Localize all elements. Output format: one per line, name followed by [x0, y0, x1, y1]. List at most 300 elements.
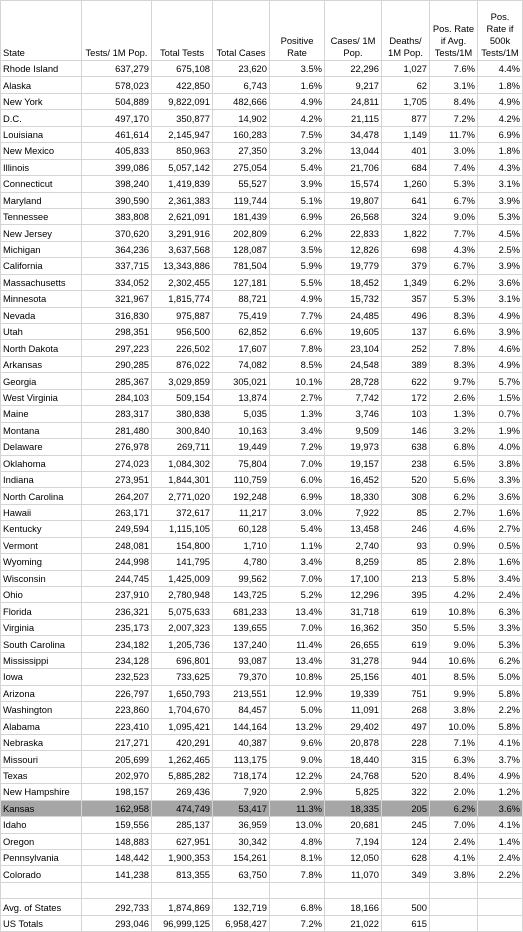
cell-positive-rate[interactable]: 7.2% [270, 915, 325, 931]
cell-cases-per-1m[interactable]: 25,156 [325, 669, 382, 685]
cell-deaths-per-1m[interactable]: 619 [382, 636, 430, 652]
cell-state[interactable]: Michigan [1, 241, 82, 257]
cell-state[interactable]: Iowa [1, 669, 82, 685]
cell-pos-rate-avg-tests[interactable]: 4.6% [430, 521, 478, 537]
cell-tests-per-1m[interactable]: 276,978 [82, 439, 152, 455]
cell-state[interactable]: Delaware [1, 439, 82, 455]
cell-tests-per-1m[interactable]: 405,833 [82, 143, 152, 159]
cell-deaths-per-1m[interactable]: 315 [382, 751, 430, 767]
cell-state[interactable]: Mississippi [1, 652, 82, 668]
cell-state[interactable]: Oklahoma [1, 455, 82, 471]
cell-pos-rate-avg-tests[interactable]: 6.2% [430, 274, 478, 290]
cell-pos-rate-avg-tests[interactable]: 3.8% [430, 702, 478, 718]
cell-total-tests[interactable]: 1,815,774 [152, 291, 213, 307]
cell-state[interactable]: Kentucky [1, 521, 82, 537]
cell-cases-per-1m[interactable]: 13,044 [325, 143, 382, 159]
cell-pos-rate-500k-tests[interactable]: 4.5% [478, 225, 523, 241]
cell-deaths-per-1m[interactable]: 85 [382, 504, 430, 520]
cell-total-tests[interactable]: 372,617 [152, 504, 213, 520]
cell-positive-rate[interactable]: 13.4% [270, 652, 325, 668]
cell-total-cases[interactable]: 11,217 [213, 504, 270, 520]
cell-deaths-per-1m[interactable]: 349 [382, 866, 430, 882]
cell-pos-rate-avg-tests[interactable]: 6.7% [430, 258, 478, 274]
cell-deaths-per-1m[interactable]: 395 [382, 587, 430, 603]
cell-state[interactable]: North Dakota [1, 340, 82, 356]
cell-total-tests[interactable]: 3,029,859 [152, 373, 213, 389]
cell-state[interactable]: California [1, 258, 82, 274]
cell-pos-rate-500k-tests[interactable]: 1.4% [478, 833, 523, 849]
cell-pos-rate-500k-tests[interactable]: 4.1% [478, 817, 523, 833]
cell-total-tests[interactable]: 733,625 [152, 669, 213, 685]
cell-total-tests[interactable]: 141,795 [152, 554, 213, 570]
cell-total-cases[interactable]: 1,710 [213, 537, 270, 553]
cell-positive-rate[interactable]: 3.5% [270, 61, 325, 77]
cell-cases-per-1m[interactable]: 21,706 [325, 159, 382, 175]
cell-deaths-per-1m[interactable]: 246 [382, 521, 430, 537]
cell-total-tests[interactable]: 420,291 [152, 734, 213, 750]
cell-pos-rate-avg-tests[interactable]: 2.4% [430, 833, 478, 849]
cell-state[interactable]: Virginia [1, 619, 82, 635]
cell-deaths-per-1m[interactable]: 520 [382, 471, 430, 487]
cell-total-tests[interactable]: 350,877 [152, 110, 213, 126]
cell-pos-rate-avg-tests[interactable]: 0.9% [430, 537, 478, 553]
cell-pos-rate-500k-tests[interactable] [478, 899, 523, 915]
cell-tests-per-1m[interactable]: 370,620 [82, 225, 152, 241]
cell-positive-rate[interactable]: 5.2% [270, 587, 325, 603]
cell-pos-rate-avg-tests[interactable]: 10.8% [430, 603, 478, 619]
cell-total-cases[interactable]: 7,920 [213, 784, 270, 800]
cell-total-cases[interactable]: 63,750 [213, 866, 270, 882]
cell-deaths-per-1m[interactable]: 628 [382, 850, 430, 866]
cell-cases-per-1m[interactable]: 24,485 [325, 307, 382, 323]
cell-tests-per-1m[interactable]: 637,279 [82, 61, 152, 77]
cell-cases-per-1m[interactable]: 19,605 [325, 324, 382, 340]
cell-deaths-per-1m[interactable]: 641 [382, 192, 430, 208]
cell-state[interactable]: Arkansas [1, 356, 82, 372]
cell-pos-rate-avg-tests[interactable]: 8.5% [430, 669, 478, 685]
cell-positive-rate[interactable]: 5.5% [270, 274, 325, 290]
cell-state[interactable]: Georgia [1, 373, 82, 389]
cell-total-tests[interactable]: 474,749 [152, 800, 213, 816]
cell-cases-per-1m[interactable]: 24,548 [325, 356, 382, 372]
header-state[interactable]: State [1, 1, 82, 61]
cell-pos-rate-500k-tests[interactable]: 2.5% [478, 241, 523, 257]
cell-total-tests[interactable]: 5,885,282 [152, 767, 213, 783]
cell-total-cases[interactable]: 99,562 [213, 570, 270, 586]
cell-pos-rate-avg-tests[interactable]: 2.7% [430, 504, 478, 520]
cell-total-cases[interactable]: 60,128 [213, 521, 270, 537]
cell-total-tests[interactable]: 876,022 [152, 356, 213, 372]
cell-cases-per-1m[interactable]: 31,718 [325, 603, 382, 619]
cell-positive-rate[interactable]: 13.4% [270, 603, 325, 619]
header-total-cases[interactable]: Total Cases [213, 1, 270, 61]
cell-state[interactable]: Oregon [1, 833, 82, 849]
cell-pos-rate-500k-tests[interactable]: 6.9% [478, 126, 523, 142]
cell-positive-rate[interactable]: 7.5% [270, 126, 325, 142]
cell-cases-per-1m[interactable]: 21,022 [325, 915, 382, 931]
cell-tests-per-1m[interactable]: 281,480 [82, 422, 152, 438]
cell-pos-rate-500k-tests[interactable]: 4.3% [478, 159, 523, 175]
cell-deaths-per-1m[interactable]: 389 [382, 356, 430, 372]
cell-pos-rate-500k-tests[interactable]: 1.8% [478, 143, 523, 159]
cell-total-cases[interactable]: 14,902 [213, 110, 270, 126]
cell-pos-rate-500k-tests[interactable]: 1.6% [478, 554, 523, 570]
cell-total-cases[interactable]: 19,449 [213, 439, 270, 455]
cell-cases-per-1m[interactable]: 18,440 [325, 751, 382, 767]
cell-state[interactable]: Hawaii [1, 504, 82, 520]
cell-state[interactable]: Kansas [1, 800, 82, 816]
cell-pos-rate-500k-tests[interactable]: 2.4% [478, 850, 523, 866]
cell-total-cases[interactable]: 137,240 [213, 636, 270, 652]
cell-positive-rate[interactable]: 10.8% [270, 669, 325, 685]
cell-positive-rate[interactable]: 5.9% [270, 258, 325, 274]
cell-tests-per-1m[interactable]: 263,171 [82, 504, 152, 520]
cell-deaths-per-1m[interactable]: 615 [382, 915, 430, 931]
cell-deaths-per-1m[interactable]: 324 [382, 208, 430, 224]
cell-total-tests[interactable]: 696,801 [152, 652, 213, 668]
cell-state[interactable]: Illinois [1, 159, 82, 175]
cell-total-tests[interactable]: 9,822,091 [152, 93, 213, 109]
cell-state[interactable]: Florida [1, 603, 82, 619]
cell-pos-rate-500k-tests[interactable]: 3.1% [478, 291, 523, 307]
cell-positive-rate[interactable]: 6.2% [270, 225, 325, 241]
cell-pos-rate-avg-tests[interactable]: 8.3% [430, 356, 478, 372]
cell-total-tests[interactable]: 1,115,105 [152, 521, 213, 537]
cell-state[interactable]: West Virginia [1, 389, 82, 405]
cell-state[interactable]: Alabama [1, 718, 82, 734]
cell-positive-rate[interactable]: 2.7% [270, 389, 325, 405]
cell-positive-rate[interactable]: 7.0% [270, 455, 325, 471]
cell-total-tests[interactable]: 269,711 [152, 439, 213, 455]
cell-state[interactable]: Utah [1, 324, 82, 340]
cell-positive-rate[interactable]: 7.0% [270, 570, 325, 586]
cell-pos-rate-avg-tests[interactable]: 10.6% [430, 652, 478, 668]
cell-pos-rate-avg-tests[interactable]: 7.8% [430, 340, 478, 356]
cell-tests-per-1m[interactable]: 321,967 [82, 291, 152, 307]
cell-deaths-per-1m[interactable]: 228 [382, 734, 430, 750]
cell-cases-per-1m[interactable]: 24,768 [325, 767, 382, 783]
empty-cell[interactable] [82, 882, 152, 898]
cell-deaths-per-1m[interactable]: 1,822 [382, 225, 430, 241]
cell-total-tests[interactable]: 2,302,455 [152, 274, 213, 290]
cell-state[interactable]: Texas [1, 767, 82, 783]
cell-cases-per-1m[interactable]: 26,568 [325, 208, 382, 224]
cell-cases-per-1m[interactable]: 16,362 [325, 619, 382, 635]
cell-positive-rate[interactable]: 1.1% [270, 537, 325, 553]
cell-total-cases[interactable]: 132,719 [213, 899, 270, 915]
cell-pos-rate-avg-tests[interactable]: 9.0% [430, 636, 478, 652]
cell-cases-per-1m[interactable]: 15,732 [325, 291, 382, 307]
cell-positive-rate[interactable]: 5.4% [270, 159, 325, 175]
cell-total-tests[interactable]: 5,057,142 [152, 159, 213, 175]
cell-tests-per-1m[interactable]: 217,271 [82, 734, 152, 750]
cell-total-cases[interactable]: 88,721 [213, 291, 270, 307]
cell-tests-per-1m[interactable]: 337,715 [82, 258, 152, 274]
cell-total-cases[interactable]: 482,666 [213, 93, 270, 109]
cell-pos-rate-avg-tests[interactable]: 6.5% [430, 455, 478, 471]
cell-cases-per-1m[interactable]: 9,217 [325, 77, 382, 93]
cell-state[interactable]: Wisconsin [1, 570, 82, 586]
cell-deaths-per-1m[interactable]: 213 [382, 570, 430, 586]
cell-total-tests[interactable]: 226,502 [152, 340, 213, 356]
cell-positive-rate[interactable]: 1.3% [270, 406, 325, 422]
cell-total-tests[interactable]: 422,850 [152, 77, 213, 93]
cell-tests-per-1m[interactable]: 274,023 [82, 455, 152, 471]
header-tests-per-1m[interactable]: Tests/ 1M Pop. [82, 1, 152, 61]
cell-state[interactable]: New Mexico [1, 143, 82, 159]
cell-state[interactable]: Avg. of States [1, 899, 82, 915]
cell-total-tests[interactable]: 285,137 [152, 817, 213, 833]
empty-cell[interactable] [213, 882, 270, 898]
cell-total-cases[interactable]: 154,261 [213, 850, 270, 866]
cell-tests-per-1m[interactable]: 232,523 [82, 669, 152, 685]
cell-pos-rate-avg-tests[interactable]: 7.2% [430, 110, 478, 126]
cell-total-cases[interactable]: 13,874 [213, 389, 270, 405]
cell-total-cases[interactable]: 17,607 [213, 340, 270, 356]
cell-pos-rate-avg-tests[interactable] [430, 899, 478, 915]
cell-pos-rate-avg-tests[interactable]: 4.3% [430, 241, 478, 257]
cell-total-tests[interactable]: 1,262,465 [152, 751, 213, 767]
cell-deaths-per-1m[interactable]: 619 [382, 603, 430, 619]
cell-tests-per-1m[interactable]: 223,410 [82, 718, 152, 734]
cell-pos-rate-avg-tests[interactable]: 6.3% [430, 751, 478, 767]
cell-deaths-per-1m[interactable]: 500 [382, 899, 430, 915]
cell-positive-rate[interactable]: 4.9% [270, 93, 325, 109]
empty-cell[interactable] [270, 882, 325, 898]
cell-pos-rate-500k-tests[interactable]: 0.5% [478, 537, 523, 553]
cell-pos-rate-500k-tests[interactable]: 5.8% [478, 685, 523, 701]
cell-total-cases[interactable]: 79,370 [213, 669, 270, 685]
header-deaths-per-1m[interactable]: Deaths/ 1M Pop. [382, 1, 430, 61]
cell-state[interactable]: D.C. [1, 110, 82, 126]
cell-tests-per-1m[interactable]: 235,173 [82, 619, 152, 635]
cell-deaths-per-1m[interactable]: 684 [382, 159, 430, 175]
cell-total-cases[interactable]: 681,233 [213, 603, 270, 619]
cell-deaths-per-1m[interactable]: 62 [382, 77, 430, 93]
cell-tests-per-1m[interactable]: 298,351 [82, 324, 152, 340]
empty-cell[interactable] [382, 882, 430, 898]
cell-pos-rate-500k-tests[interactable]: 2.4% [478, 587, 523, 603]
cell-tests-per-1m[interactable]: 234,182 [82, 636, 152, 652]
cell-pos-rate-avg-tests[interactable]: 7.1% [430, 734, 478, 750]
cell-total-cases[interactable]: 110,759 [213, 471, 270, 487]
cell-cases-per-1m[interactable]: 16,452 [325, 471, 382, 487]
cell-total-tests[interactable]: 269,436 [152, 784, 213, 800]
cell-state[interactable]: Wyoming [1, 554, 82, 570]
cell-total-tests[interactable]: 1,419,839 [152, 176, 213, 192]
cell-deaths-per-1m[interactable]: 357 [382, 291, 430, 307]
cell-pos-rate-500k-tests[interactable]: 0.7% [478, 406, 523, 422]
cell-deaths-per-1m[interactable]: 172 [382, 389, 430, 405]
cell-state[interactable]: Pennsylvania [1, 850, 82, 866]
cell-total-tests[interactable]: 2,361,383 [152, 192, 213, 208]
cell-positive-rate[interactable]: 4.8% [270, 833, 325, 849]
cell-pos-rate-500k-tests[interactable]: 3.3% [478, 619, 523, 635]
cell-positive-rate[interactable]: 7.8% [270, 866, 325, 882]
cell-tests-per-1m[interactable]: 504,889 [82, 93, 152, 109]
cell-cases-per-1m[interactable]: 18,452 [325, 274, 382, 290]
cell-positive-rate[interactable]: 12.9% [270, 685, 325, 701]
cell-state[interactable]: New Hampshire [1, 784, 82, 800]
cell-pos-rate-500k-tests[interactable]: 4.9% [478, 356, 523, 372]
cell-state[interactable]: Nebraska [1, 734, 82, 750]
cell-deaths-per-1m[interactable]: 1,349 [382, 274, 430, 290]
cell-total-tests[interactable]: 627,951 [152, 833, 213, 849]
cell-state[interactable]: Indiana [1, 471, 82, 487]
cell-total-cases[interactable]: 4,780 [213, 554, 270, 570]
cell-cases-per-1m[interactable]: 19,339 [325, 685, 382, 701]
cell-tests-per-1m[interactable]: 364,236 [82, 241, 152, 257]
cell-state[interactable]: Massachusetts [1, 274, 82, 290]
cell-pos-rate-avg-tests[interactable]: 6.7% [430, 192, 478, 208]
empty-cell[interactable] [430, 882, 478, 898]
cell-deaths-per-1m[interactable]: 146 [382, 422, 430, 438]
cell-deaths-per-1m[interactable]: 350 [382, 619, 430, 635]
cell-total-tests[interactable]: 975,887 [152, 307, 213, 323]
cell-cases-per-1m[interactable]: 12,296 [325, 587, 382, 603]
cell-total-tests[interactable]: 13,343,886 [152, 258, 213, 274]
cell-cases-per-1m[interactable]: 5,825 [325, 784, 382, 800]
cell-total-tests[interactable]: 2,771,020 [152, 488, 213, 504]
cell-pos-rate-avg-tests[interactable]: 8.4% [430, 767, 478, 783]
cell-positive-rate[interactable]: 5.0% [270, 702, 325, 718]
cell-pos-rate-avg-tests[interactable]: 6.2% [430, 488, 478, 504]
cell-cases-per-1m[interactable]: 11,070 [325, 866, 382, 882]
cell-pos-rate-500k-tests[interactable]: 3.9% [478, 324, 523, 340]
cell-state[interactable]: Washington [1, 702, 82, 718]
cell-pos-rate-avg-tests[interactable]: 8.4% [430, 93, 478, 109]
cell-pos-rate-500k-tests[interactable]: 4.9% [478, 307, 523, 323]
cell-positive-rate[interactable]: 3.5% [270, 241, 325, 257]
cell-tests-per-1m[interactable]: 223,860 [82, 702, 152, 718]
cell-pos-rate-avg-tests[interactable]: 5.8% [430, 570, 478, 586]
cell-cases-per-1m[interactable]: 7,922 [325, 504, 382, 520]
cell-positive-rate[interactable]: 9.6% [270, 734, 325, 750]
cell-deaths-per-1m[interactable]: 238 [382, 455, 430, 471]
cell-tests-per-1m[interactable]: 244,745 [82, 570, 152, 586]
cell-total-cases[interactable]: 6,743 [213, 77, 270, 93]
cell-deaths-per-1m[interactable]: 1,705 [382, 93, 430, 109]
header-pos-rate-500k-tests[interactable]: Pos. Rate if 500k Tests/1M [478, 1, 523, 61]
cell-pos-rate-500k-tests[interactable]: 5.3% [478, 208, 523, 224]
cell-pos-rate-avg-tests[interactable]: 4.2% [430, 587, 478, 603]
cell-positive-rate[interactable]: 6.8% [270, 899, 325, 915]
cell-deaths-per-1m[interactable]: 252 [382, 340, 430, 356]
cell-pos-rate-avg-tests[interactable]: 7.4% [430, 159, 478, 175]
cell-tests-per-1m[interactable]: 248,081 [82, 537, 152, 553]
cell-state[interactable]: Ohio [1, 587, 82, 603]
cell-pos-rate-500k-tests[interactable]: 2.2% [478, 702, 523, 718]
cell-cases-per-1m[interactable]: 19,779 [325, 258, 382, 274]
cell-cases-per-1m[interactable]: 19,157 [325, 455, 382, 471]
cell-total-tests[interactable]: 154,800 [152, 537, 213, 553]
cell-pos-rate-500k-tests[interactable]: 5.0% [478, 669, 523, 685]
cell-state[interactable]: Rhode Island [1, 61, 82, 77]
cell-tests-per-1m[interactable]: 148,883 [82, 833, 152, 849]
cell-cases-per-1m[interactable]: 8,259 [325, 554, 382, 570]
cell-positive-rate[interactable]: 3.4% [270, 422, 325, 438]
cell-total-tests[interactable]: 3,637,568 [152, 241, 213, 257]
cell-tests-per-1m[interactable]: 162,958 [82, 800, 152, 816]
cell-total-cases[interactable]: 5,035 [213, 406, 270, 422]
cell-total-tests[interactable]: 1,874,869 [152, 899, 213, 915]
cell-total-tests[interactable]: 1,900,353 [152, 850, 213, 866]
cell-pos-rate-avg-tests[interactable]: 4.1% [430, 850, 478, 866]
cell-pos-rate-avg-tests[interactable]: 2.0% [430, 784, 478, 800]
cell-tests-per-1m[interactable]: 202,970 [82, 767, 152, 783]
cell-total-cases[interactable]: 127,181 [213, 274, 270, 290]
cell-positive-rate[interactable]: 4.9% [270, 291, 325, 307]
cell-total-cases[interactable]: 718,174 [213, 767, 270, 783]
cell-cases-per-1m[interactable]: 2,740 [325, 537, 382, 553]
cell-tests-per-1m[interactable]: 141,238 [82, 866, 152, 882]
cell-pos-rate-avg-tests[interactable]: 9.7% [430, 373, 478, 389]
cell-positive-rate[interactable]: 3.4% [270, 554, 325, 570]
cell-deaths-per-1m[interactable]: 944 [382, 652, 430, 668]
cell-total-tests[interactable]: 2,621,091 [152, 208, 213, 224]
cell-positive-rate[interactable]: 13.0% [270, 817, 325, 833]
header-pos-rate-avg-tests[interactable]: Pos. Rate if Avg. Tests/1M [430, 1, 478, 61]
cell-tests-per-1m[interactable]: 285,367 [82, 373, 152, 389]
cell-state[interactable]: Missouri [1, 751, 82, 767]
cell-cases-per-1m[interactable]: 23,104 [325, 340, 382, 356]
cell-deaths-per-1m[interactable]: 1,260 [382, 176, 430, 192]
cell-cases-per-1m[interactable]: 29,402 [325, 718, 382, 734]
cell-tests-per-1m[interactable]: 264,207 [82, 488, 152, 504]
cell-pos-rate-500k-tests[interactable]: 4.1% [478, 734, 523, 750]
cell-total-cases[interactable]: 160,283 [213, 126, 270, 142]
cell-pos-rate-avg-tests[interactable]: 9.0% [430, 208, 478, 224]
cell-deaths-per-1m[interactable]: 268 [382, 702, 430, 718]
cell-pos-rate-500k-tests[interactable] [478, 915, 523, 931]
cell-pos-rate-avg-tests[interactable]: 10.0% [430, 718, 478, 734]
cell-cases-per-1m[interactable]: 15,574 [325, 176, 382, 192]
cell-positive-rate[interactable]: 8.1% [270, 850, 325, 866]
cell-positive-rate[interactable]: 4.2% [270, 110, 325, 126]
cell-deaths-per-1m[interactable]: 401 [382, 143, 430, 159]
cell-total-cases[interactable]: 192,248 [213, 488, 270, 504]
cell-total-tests[interactable]: 2,780,948 [152, 587, 213, 603]
cell-positive-rate[interactable]: 3.9% [270, 176, 325, 192]
cell-total-tests[interactable]: 1,205,736 [152, 636, 213, 652]
cell-total-tests[interactable]: 956,500 [152, 324, 213, 340]
header-positive-rate[interactable]: Positive Rate [270, 1, 325, 61]
cell-pos-rate-500k-tests[interactable]: 3.4% [478, 570, 523, 586]
cell-tests-per-1m[interactable]: 226,797 [82, 685, 152, 701]
cell-total-cases[interactable]: 27,350 [213, 143, 270, 159]
cell-total-cases[interactable]: 23,620 [213, 61, 270, 77]
cell-total-tests[interactable]: 96,999,125 [152, 915, 213, 931]
empty-cell[interactable] [152, 882, 213, 898]
cell-deaths-per-1m[interactable]: 308 [382, 488, 430, 504]
cell-total-tests[interactable]: 3,291,916 [152, 225, 213, 241]
cell-pos-rate-500k-tests[interactable]: 1.9% [478, 422, 523, 438]
cell-tests-per-1m[interactable]: 284,103 [82, 389, 152, 405]
cell-pos-rate-500k-tests[interactable]: 4.4% [478, 61, 523, 77]
cell-cases-per-1m[interactable]: 34,478 [325, 126, 382, 142]
cell-pos-rate-avg-tests[interactable]: 3.0% [430, 143, 478, 159]
cell-total-cases[interactable]: 30,342 [213, 833, 270, 849]
cell-positive-rate[interactable]: 8.5% [270, 356, 325, 372]
cell-positive-rate[interactable]: 6.6% [270, 324, 325, 340]
cell-deaths-per-1m[interactable]: 1,149 [382, 126, 430, 142]
cell-state[interactable]: New York [1, 93, 82, 109]
cell-deaths-per-1m[interactable]: 379 [382, 258, 430, 274]
empty-cell[interactable] [325, 882, 382, 898]
cell-positive-rate[interactable]: 7.0% [270, 619, 325, 635]
cell-positive-rate[interactable]: 9.0% [270, 751, 325, 767]
cell-total-tests[interactable]: 1,425,009 [152, 570, 213, 586]
